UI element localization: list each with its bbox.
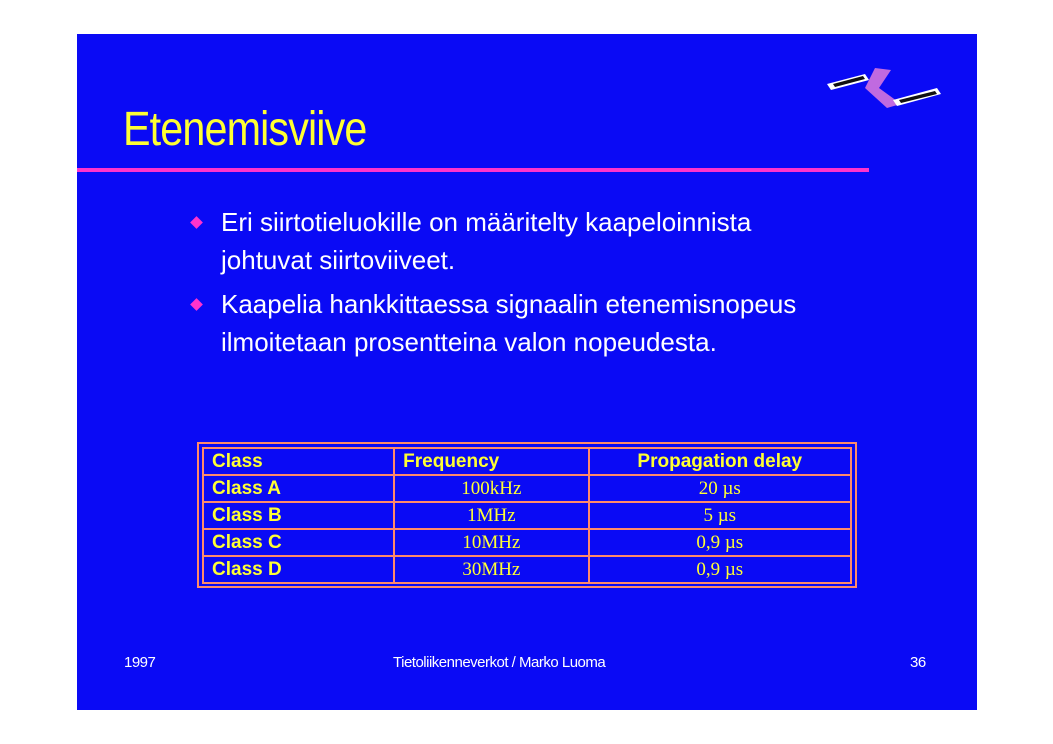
table-row (203, 529, 851, 556)
bullet-text-line: Eri siirtotieluokille on määritelty kaapeloinnista (221, 207, 752, 237)
delay-cell: 5 µs (589, 502, 851, 529)
bullet-text-line: Kaapelia hankkittaessa signaalin etenemisnopeus (221, 289, 797, 319)
bullet-list (190, 203, 910, 367)
class-cell: Class C (203, 529, 394, 556)
table-row (203, 556, 851, 583)
diamond-bullet-icon (190, 216, 203, 229)
delay-table (197, 442, 857, 588)
bullet-item (190, 203, 910, 279)
delay-cell: 20 µs (589, 475, 851, 502)
bullet-text-line: ilmoitetaan prosentteina valon nopeudesta. (221, 327, 717, 357)
title-divider (77, 168, 869, 172)
lightning-z-logo-icon (827, 64, 942, 112)
footer-year: 1997 (124, 654, 156, 671)
header-cell: Propagation delay (589, 448, 851, 475)
header-cell: Frequency (394, 448, 588, 475)
delay-cell: 0,9 µs (589, 529, 851, 556)
frequency-cell: 1MHz (394, 502, 588, 529)
bullet-item (190, 285, 910, 361)
delay-cell: 0,9 µs (589, 556, 851, 583)
class-cell: Class B (203, 502, 394, 529)
footer-course: Tietoliikenneverkot / Marko Luoma (393, 654, 606, 671)
frequency-cell: 10MHz (394, 529, 588, 556)
slide-title: Etenemisviive (123, 103, 367, 156)
table-row (203, 475, 851, 502)
frequency-cell: 30MHz (394, 556, 588, 583)
table-row (203, 502, 851, 529)
frequency-cell: 100kHz (394, 475, 588, 502)
diamond-bullet-icon (190, 298, 203, 311)
class-cell: Class A (203, 475, 394, 502)
header-cell: Class (203, 448, 394, 475)
table-header-row (203, 448, 851, 475)
class-cell: Class D (203, 556, 394, 583)
slide (77, 34, 977, 710)
footer-page-number: 36 (910, 654, 926, 671)
bullet-text-line: johtuvat siirtoviiveet. (221, 245, 456, 275)
